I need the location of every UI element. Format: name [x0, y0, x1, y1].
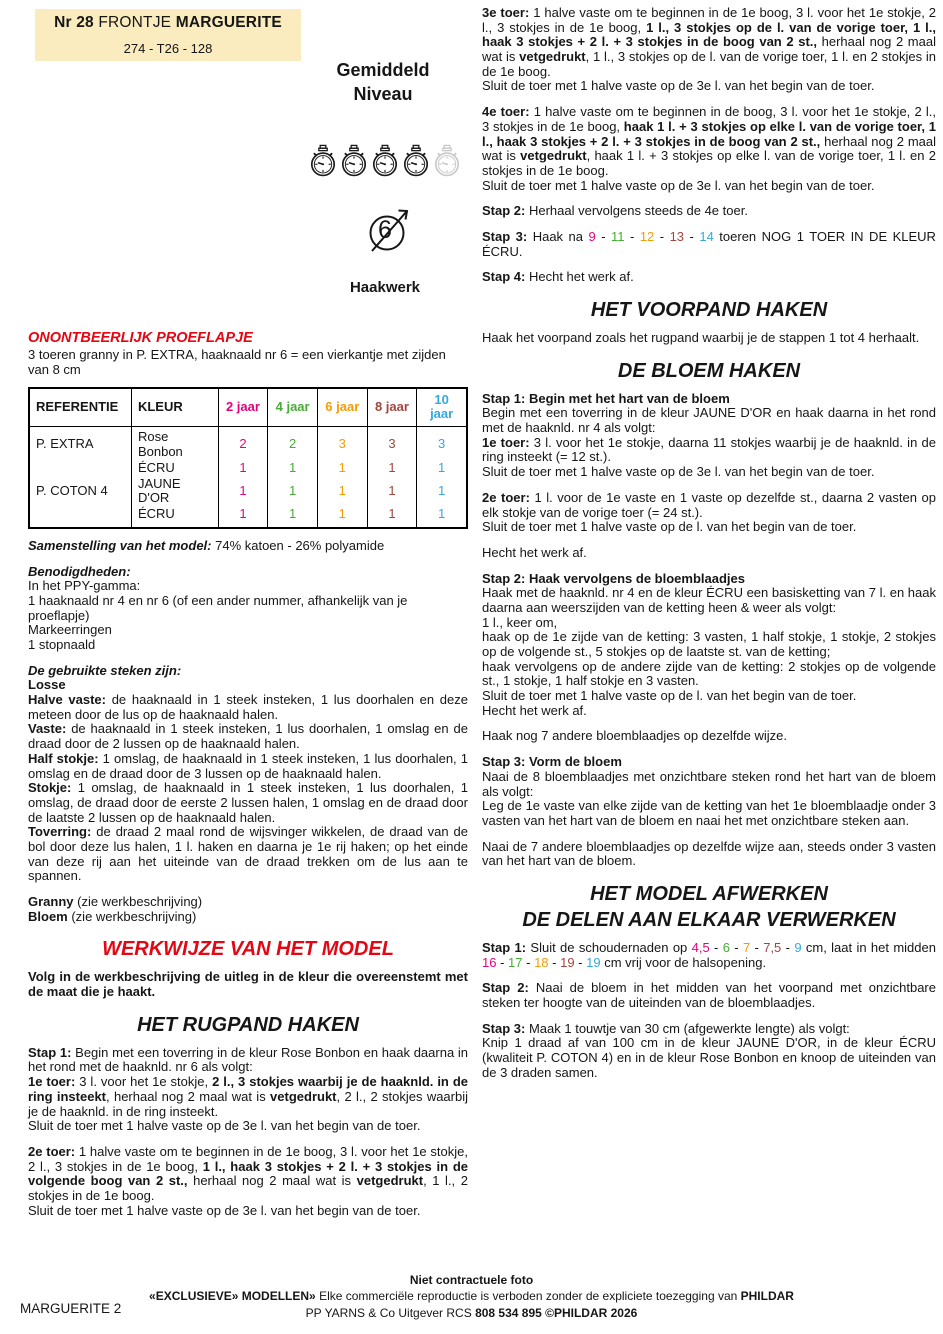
hecht-af: Hecht het werk af. [482, 544, 587, 560]
difficulty-level-line1: Gemiddeld [336, 60, 430, 80]
yarn-table [28, 387, 468, 529]
text-segment: Stap 2: [482, 980, 536, 996]
difficulty-level [300, 58, 466, 107]
afwerken-stap1: Stap 1: Sluit de schoudernaden op 4,5 - 6 - 7 - 7,5 - 9 cm, laat in het midden 16 - 17 - 18 - 19 - 19 cm vrij voor de halsopening. [482, 939, 936, 970]
text-segment: Stap 1: [28, 1044, 76, 1060]
steek-halve-vaste: Halve vaste: de haaknaald in 1 steek insteken, 1 lus doorhalen en deze meteen door de lus op de haaknaald halen. [28, 692, 468, 722]
text-segment: Volg in de werkbeschrijving de uitleg in de kleur die overeenstemt met de maat die je haakt. [28, 969, 468, 1000]
yarn-table-header-row [29, 388, 467, 427]
table-cell-qty: 3 [367, 427, 417, 460]
table-cell-ref: P. COTON 4 [29, 477, 131, 506]
col-header-kleur: KLEUR [131, 388, 218, 427]
text-segment: 1e toer: [28, 1074, 80, 1090]
pattern-title-box [35, 9, 301, 61]
text-segment: Toverring: [28, 824, 97, 840]
text-segment: vetgedrukt [270, 1088, 337, 1104]
bloem-toer2-sluit: Sluit de toer met 1 halve vaste op de l. van het begin van de toer. [482, 519, 857, 535]
steek-losse [28, 678, 468, 693]
spacer [28, 924, 468, 935]
difficulty-stopwatch-row [305, 144, 465, 178]
spacer [482, 869, 936, 880]
steek-stokje: Stokje: 1 omslag, de haaknaald in 1 steek insteken, 1 lus doorhalen, 1 omslag, de draad door de eerste 2 lussen halen, 1 omslag en de draad door de laatste 2 lussen op de haaknaald halen. [28, 780, 468, 825]
text-segment: Stap 1: [482, 939, 531, 955]
spacer [482, 829, 936, 840]
text-segment: Stap 4: [482, 269, 529, 285]
table-cell-ref [29, 506, 131, 528]
steek-vaste: Vaste: de haaknaald in 1 steek insteken, 1 lus doorhalen, 1 omslag en de draad door de 2 lussen op de haaknaald halen. [28, 721, 468, 752]
text-segment: 13 [669, 228, 685, 244]
text-segment: 4e toer: [482, 104, 534, 120]
bloem-sluit: Sluit de toer met 1 halve vaste op de l. van het begin van de toer. [482, 688, 857, 704]
table-cell-ref: P. EXTRA [29, 427, 131, 460]
bloem-stap3-title [482, 755, 936, 770]
text-segment: Stap 1: Begin met het hart van de bloem [482, 390, 730, 406]
footer-page-label: MARGUERITE 2 [20, 1301, 122, 1316]
granny-note: Granny (zie werkbeschrijving) [28, 894, 203, 909]
pattern-reference: 274 - T26 - 128 [123, 41, 213, 56]
bloem-toer2: 2e toer: 1 l. voor de 1e vaste en 1 vaste op dezelfde st., daarna 2 vasten op elk stokje van de vorige toer (= 24 st.). [482, 489, 936, 520]
left-column [28, 330, 468, 1218]
section-voorpand: HET VOORPAND HAKEN [590, 299, 828, 321]
rugpand-toer1: 1e toer: 3 l. voor het 1e stokje, 2 l., 3 stokjes waarbij je de haaknld. in de ring insteekt, herhaal nog 2 maal wat is vetgedrukt, 2 l., 2 stokjes waarbij je de haaknld. in de ring insteekt. [28, 1074, 469, 1119]
proeflapje-title: ONONTBEERLIJK PROEFLAPJE [28, 330, 253, 346]
bloem-stap1-text: Begin met een toverring in de kleur JAUNE D'OR en haak daarna in het rond met de haaknld. nr 4 als volgt: [482, 405, 936, 436]
text-segment: Half stokje: [28, 750, 103, 766]
hook-size-number: 6 [378, 216, 392, 244]
bloem-stap3-text1: Naai de 8 bloemblaadjes met onzichtbare steken rond het hart van de bloem als volgt: [482, 768, 936, 799]
text-segment: Stokje: [28, 780, 78, 796]
steken-title [28, 664, 468, 679]
bloem-stap3-text2: Leg de 1e vaste van elke zijde van de ketting van het 1e bloemblaadje onder 3 vasten van het hart van de bloem en naai het met onzichtbare steken aan. [482, 798, 936, 828]
text-segment: Vaste: [28, 721, 72, 737]
table-cell-qty: 1 [417, 506, 467, 528]
table-cell-kleur: JAUNE D'OR [131, 477, 218, 506]
bloem-note: Bloem (zie werkbeschrijving) [28, 908, 197, 924]
stopwatch-icon [309, 144, 337, 178]
col-header-referentie: REFERENTIE [29, 388, 131, 427]
text-segment: 1 l., 3 stokjes op de l. van de vorige toer, 1 l., haak 3 stokjes + 2 l. + 3 stokjes in de boog van 2 st., [482, 19, 936, 50]
text-segment: De gebruikte steken zijn: [28, 662, 182, 678]
text-segment: vetgedrukt [520, 148, 587, 164]
text-segment: 19 [586, 954, 601, 970]
text-segment: Nr 28 [54, 14, 99, 31]
afwerken-stap3: Stap 3: Maak 1 touwtje van 30 cm (afgewerkte lengte) als volgt: [482, 1020, 850, 1036]
text-segment: Bloem [28, 908, 68, 924]
col-header-2jaar: 2 jaar [218, 388, 268, 427]
text-segment: 2e toer: [28, 1143, 79, 1159]
text-segment: Stap 3: [482, 1020, 529, 1036]
afwerken-stap3-text: Knip 1 draad af van 100 cm in de kleur JAUNE D'OR, in de kleur ÉCRU (kwaliteit P. COTON 4) en in de kleur Rose Bonbon en knoop de uiteinden van de 3 draden samen. [482, 1035, 936, 1080]
table-cell-qty: 1 [417, 477, 467, 506]
steek-half-stokje: Half stokje: 1 omslag, de haaknaald in 1 steek insteken, 1 lus doorhalen, 1 omslag en de draad door de 3 lussen op de haaknaald halen. [28, 750, 468, 781]
rugpand-toer4: 4e toer: 1 halve vaste om te beginnen in de boog, 3 l. voor het 1e stokje, 2 l., 3 stokjes in de 1e boog, haak 1 l. + 3 stokjes op elke l. van de vorige toer, 1 l., haak 3 stokjes + 2 l. + 3 stokjes in de boog van 2 st., herhaal nog 2 maal wat is vetgedrukt, haak 1 l. + 3 stokjes op elke l. van de vorige toer, 1 l. en 2 stokjes in de 1e boog. [482, 104, 936, 178]
footer-line1: Niet contractuele foto [409, 1272, 534, 1287]
benodigdheden-title [28, 565, 468, 580]
text-segment: Stap 2: Haak vervolgens de bloemblaadjes [482, 570, 745, 586]
stopwatch-icon [402, 144, 430, 178]
col-header-8jaar: 8 jaar [367, 388, 417, 427]
text-segment: 6 [722, 939, 730, 955]
table-cell-qty: 1 [218, 506, 268, 528]
text-segment: 16 [482, 954, 497, 970]
section-werkwijze: WERKWIJZE VAN HET MODEL [102, 938, 394, 961]
section-rugpand: HET RUGPAND HAKEN [137, 1013, 359, 1036]
bloem-stap2-text: Haak met de haaknld. nr 4 en de kleur ÉCRU een basisketting van 7 l. en haak daarna aan weerszijden van de ketting heen & weer als volgt: [482, 585, 936, 615]
bloem-herhaal: Haak nog 7 andere bloemblaadjes op dezelfde wijze. [482, 728, 787, 744]
table-cell-ref [29, 460, 131, 477]
benodigdheden-line: 1 stopnaald [28, 637, 96, 652]
text-segment: MARGUERITE [175, 14, 282, 31]
text-segment: 11 [611, 228, 625, 244]
section-afwerken: HET MODEL AFWERKEN [590, 882, 828, 905]
section-bloem: DE BLOEM HAKEN [617, 359, 801, 382]
stopwatch-icon [371, 144, 399, 178]
table-row [29, 477, 467, 506]
bloem-toer1-sluit: Sluit de toer met 1 halve vaste op de 3e l. van het begin van de toer. [482, 464, 875, 480]
text-segment: 12 [639, 228, 655, 244]
text-segment: vetgedrukt [356, 1173, 424, 1189]
rugpand-toer4-sluit: Sluit de toer met 1 halve vaste op de 3e l. van het begin van de toer. [482, 177, 875, 193]
spacer [482, 285, 936, 296]
text-segment: 7,5 [763, 939, 782, 955]
table-row [29, 506, 467, 528]
table-cell-qty: 1 [367, 477, 417, 506]
text-segment: 18 [534, 954, 549, 970]
text-segment: PHILDAR [740, 1289, 794, 1304]
text-segment: Stap 3: [482, 228, 533, 244]
text-segment: 7 [742, 939, 751, 955]
hecht-af: Hecht het werk af. [482, 702, 587, 718]
benodigdheden-line: 1 haaknaald nr 4 en nr 6 (of een ander nummer, afhankelijk van je proeflapje) [28, 592, 408, 623]
table-cell-qty: 1 [268, 506, 318, 528]
table-cell-qty: 1 [218, 460, 268, 477]
text-segment: 2e toer: [482, 489, 535, 505]
text-segment: 3e toer: [482, 5, 534, 20]
table-cell-qty: 3 [317, 427, 367, 460]
table-cell-qty: 1 [268, 460, 318, 477]
rugpand-toer2: 2e toer: 1 halve vaste om te beginnen in de 1e boog, 3 l. voor het 1e stokje, 2 l., 3 stokjes in de 1e boog, 1 l., haak 3 stokjes + 2 l. + 3 stokjes in de volgende boog van 2 st., herhaal nog 2 maal wat is vetgedrukt, 1 l., 2 stokjes in de 1e boog. [28, 1143, 468, 1203]
text-segment: 4,5 [691, 939, 710, 955]
bloem-stap3-text3: Naai de 7 andere bloemblaadjes op dezelfde wijze aan, steeds onder 3 vasten van het hart van de bloem. [482, 838, 936, 869]
text-segment: FRONTJE [98, 14, 176, 31]
bloem-zijde1: haak op de 1e zijde van de ketting: 3 vasten, 1 half stokje, 1 stokje, 2 stokjes op de volgende st., 5 stokjes op de laatste st. van de ketting; [482, 629, 936, 659]
table-cell-qty: 1 [417, 460, 467, 477]
rugpand-toer2-sluit: Sluit de toer met 1 halve vaste op de 3e l. van het begin van de toer. [28, 1202, 421, 1218]
text-segment: Granny [28, 894, 74, 909]
bloem-stap1-title [482, 392, 936, 407]
benodigdheden-line: In het PPY-gamma: [28, 578, 141, 594]
rugpand-stap4: Stap 4: Hecht het werk af. [482, 269, 634, 285]
text-segment: 1e toer: [482, 434, 534, 450]
right-column [482, 6, 936, 1080]
text-segment: Losse [28, 677, 66, 693]
table-row [29, 460, 467, 477]
table-cell-kleur: ÉCRU [131, 460, 218, 477]
proeflapje-text: 3 toeren granny in P. EXTRA, haaknaald nr 6 = een vierkantje met zijden van 8 cm [28, 347, 446, 378]
table-cell-qty: 1 [218, 477, 268, 506]
text-segment: Stap 2: [482, 203, 529, 219]
text-segment: Stap 3: Vorm de bloem [482, 754, 622, 770]
text-segment: haak 1 l. + 3 stokjes op elke l. van de vorige toer, 1 l., haak 3 stokjes + 2 l. + 3 stokjes in de boog van 2 st., [482, 118, 936, 149]
werkwijze-note [28, 970, 468, 999]
bloem-zijde2: haak vervolgens op de andere zijde van de ketting: 2 stokjes op de volgende st., 1 stokje, 1 half stokje en 3 vasten. [482, 658, 936, 689]
text-segment: 9 [588, 228, 596, 244]
col-header-4jaar: 4 jaar [268, 388, 318, 427]
table-cell-qty: 1 [317, 506, 367, 528]
text-segment: Benodigdheden: [28, 563, 131, 579]
rugpand-stap3: Stap 3: Haak na 9 - 11 - 12 - 13 - 14 toeren NOG 1 TOER IN DE KLEUR ÉCRU. [482, 228, 936, 259]
spacer [482, 346, 936, 357]
table-cell-kleur: ÉCRU [131, 506, 218, 528]
table-cell-qty: 1 [317, 460, 367, 477]
samenstelling: Samenstelling van het model: 74% katoen - 26% polyamide [28, 537, 385, 553]
rugpand-stap2: Stap 2: Herhaal vervolgens steeds de 4e toer. [482, 203, 748, 219]
col-header-10jaar: 10 jaar [417, 388, 467, 427]
table-cell-qty: 1 [317, 477, 367, 506]
pattern-title [35, 14, 301, 32]
text-segment: 2 l., 3 stokjes waarbij je de haaknld. in de ring insteekt [28, 1074, 468, 1104]
text-segment: 19 [560, 954, 575, 970]
table-cell-qty: 1 [367, 460, 417, 477]
text-segment: 9 [794, 939, 802, 955]
table-cell-qty: 1 [367, 506, 417, 528]
rugpand-toer3-sluit: Sluit de toer met 1 halve vaste op de 3e l. van het begin van de toer. [482, 78, 875, 94]
text-segment: 808 534 895 ©PHILDAR 2026 [475, 1306, 638, 1321]
hook-size-icon [359, 202, 415, 258]
col-header-6jaar: 6 jaar [317, 388, 367, 427]
text-segment: 14 [699, 228, 714, 244]
table-row [29, 427, 467, 460]
bloem-toer1: 1e toer: 3 l. voor het 1e stokje, daarna 11 stokjes waarbij je de haaknld. in de ring insteekt (= 12 st.). [482, 434, 936, 465]
text-segment: Halve vaste: [28, 692, 112, 708]
afwerken-stap2: Stap 2: Naai de bloem in het midden van het voorpand met onzichtbare steken ter hoogte van de uiteinden van de bloemblaadjes. [482, 980, 936, 1010]
table-cell-qty: 2 [268, 427, 318, 460]
technique-label: Haakwerk [349, 279, 421, 296]
voorpand-text: Haak het voorpand zoals het rugpand waarbij je de stappen 1 tot 4 herhaalt. [482, 330, 920, 345]
table-cell-qty: 3 [417, 427, 467, 460]
text-segment: 1 l., haak 3 stokjes + 2 l. + 3 stokjes in de volgende boog van 2 st., [28, 1158, 468, 1189]
spacer [28, 1000, 468, 1011]
rugpand-stap1: Stap 1: Begin met een toverring in de kleur Rose Bonbon en haak daarna in het rond met de haaknld. nr 6 als volgt: [28, 1044, 468, 1075]
footer-line2: «EXCLUSIEVE» MODELLEN» Elke commerciële reproductie is verboden zonder de expliciete toezegging van PHILDAR [149, 1289, 794, 1304]
text-segment: «EXCLUSIEVE» MODELLEN» [149, 1289, 316, 1304]
rugpand-toer1-sluit: Sluit de toer met 1 halve vaste op de 3e l. van het begin van de toer. [28, 1118, 421, 1134]
rugpand-toer3: 3e toer: 1 halve vaste om te beginnen in de 1e boog, 3 l. voor het 1e stokje, 2 l., 3 stokjes in de 1e boog, 1 l., 3 stokjes op de l. van de vorige toer, 1 l., haak 3 stokjes + 2 l. + 3 stokjes in de boog van 2 st., herhaal nog 2 maal wat is vetgedrukt, 1 l., 3 stokjes op de l. van de vorige toer, 1 l. en 2 stokjes in de 1e boog. [482, 5, 936, 79]
steek-toverring: Toverring: de draad 2 maal rond de wijsvinger wikkelen, de draad van de bol door deze lus halen, 1 l. haken en daarna je 1e rij haken; op het einde van deze rij aan het uiteinde van de draad trekken om de lus aan te spannen. [28, 824, 468, 884]
text-segment: 17 [508, 954, 523, 970]
stopwatch-icon [340, 144, 368, 178]
section-afwerken-2: DE DELEN AAN ELKAAR VERWERKEN [522, 908, 896, 931]
footer [0, 1272, 943, 1322]
bloem-keer-om: 1 l., keer om, [482, 614, 558, 630]
difficulty-level-line2: Niveau [353, 84, 413, 105]
table-cell-qty: 2 [218, 427, 268, 460]
stopwatch-icon [433, 144, 461, 178]
table-cell-kleur: Rose Bonbon [131, 427, 218, 460]
table-cell-qty: 1 [268, 477, 318, 506]
footer-line3: PP YARNS & Co Uitgever RCS 808 534 895 ©PHILDAR 2026 [305, 1306, 638, 1321]
benodigdheden-line: Markeerringen [28, 622, 112, 638]
text-segment: vetgedrukt [519, 49, 586, 65]
bloem-stap2-title [482, 572, 936, 587]
text-segment: Samenstelling van het model: [28, 537, 216, 553]
